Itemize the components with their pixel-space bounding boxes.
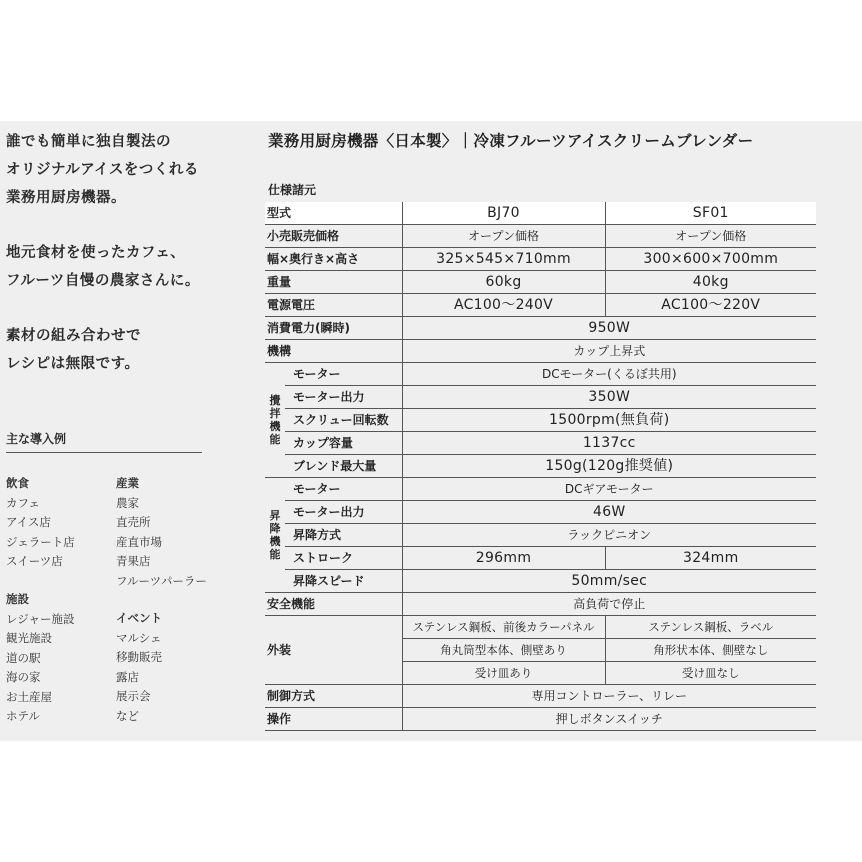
- row-label: 幅×奥行き×高さ: [265, 248, 402, 271]
- examples-divider: [6, 452, 202, 453]
- row-label: 昇降方式: [285, 524, 402, 547]
- list-item: カフェ: [6, 495, 40, 510]
- cell-value: 324mm: [605, 547, 816, 570]
- list-item: 産直市場: [116, 534, 162, 549]
- cell-value: AC100〜240V: [402, 294, 605, 317]
- examples-group-event: [116, 609, 162, 726]
- cell-value: 1500rpm(無負荷): [402, 409, 816, 432]
- row-label: 安全機能: [265, 593, 402, 616]
- cell-value: 325×545×710mm: [402, 248, 605, 271]
- table-row: [265, 225, 816, 248]
- intro-line: 業務用厨房機器。: [6, 190, 126, 206]
- cell-value: 950W: [402, 317, 816, 340]
- row-label: 昇降スピード: [285, 570, 402, 593]
- intro-line: 地元食材を使ったカフェ、: [6, 245, 186, 261]
- list-item: お土産屋: [6, 689, 52, 704]
- table-row: [265, 708, 816, 731]
- page-title: 業務用厨房機器〈日本製〉｜冷凍フルーツアイスクリームブレンダー: [268, 132, 754, 150]
- examples-group-facility: [6, 590, 74, 727]
- table-row: [265, 340, 816, 363]
- cell-value: 150g(120g推奨値): [402, 455, 816, 478]
- list-item: ホテル: [6, 709, 40, 723]
- cell-value: 50mm/sec: [402, 570, 816, 593]
- table-row: [265, 294, 816, 317]
- group-label-stir: [265, 363, 285, 478]
- cell-value: 角丸筒型本体、側壁あり: [402, 639, 605, 662]
- cell-value: 300×600×700mm: [605, 248, 816, 271]
- examples-group-food: [6, 474, 75, 572]
- list-item: など: [116, 708, 139, 723]
- table-row: [265, 432, 816, 455]
- row-label: 重量: [265, 271, 402, 294]
- cell-value: 40kg: [605, 271, 816, 294]
- group-label-text: 攪拌機能: [269, 394, 281, 446]
- cell-value: 専用コントローラー、リレー: [402, 685, 816, 708]
- examples-group-industry: [116, 474, 207, 591]
- list-item: マルシェ: [116, 630, 162, 645]
- cell-value: 60kg: [402, 271, 605, 294]
- list-item: 露店: [116, 669, 139, 684]
- list-item: スイーツ店: [6, 554, 63, 568]
- model-bj70: BJ70: [402, 202, 605, 225]
- row-label: ストローク: [285, 547, 402, 570]
- row-label: 制御方式: [265, 685, 402, 708]
- table-row: [265, 524, 816, 547]
- intro-line: 誰でも簡単に独自製法の: [6, 134, 171, 150]
- list-item: 移動販売: [116, 650, 162, 664]
- cell-value: ステンレス鋼板、ラベル: [605, 616, 816, 639]
- table-row: [265, 455, 816, 478]
- table-row: [265, 271, 816, 294]
- list-item: 青果店: [116, 554, 151, 568]
- group-heading: 飲食: [6, 476, 29, 490]
- list-item: ジェラート店: [6, 534, 75, 549]
- list-item: アイス店: [6, 515, 51, 529]
- cell-value: オープン価格: [605, 225, 816, 248]
- group-heading: 産業: [116, 476, 139, 490]
- list-item: 観光施設: [6, 631, 52, 645]
- group-heading: 施設: [6, 592, 29, 606]
- row-label: 消費電力(瞬時): [265, 317, 402, 340]
- cell-value: 296mm: [402, 547, 605, 570]
- table-row: [265, 593, 816, 616]
- row-label: 外装: [265, 616, 402, 685]
- table-row: [265, 386, 816, 409]
- intro-copy: [6, 128, 226, 378]
- intro-line: フルーツ自慢の農家さんに。: [6, 273, 200, 289]
- table-row: [265, 478, 816, 501]
- cell-value: 高負荷で停止: [402, 593, 816, 616]
- table-row: [265, 248, 816, 271]
- table-row: [265, 547, 816, 570]
- list-item: 農家: [116, 495, 139, 510]
- spec-title: 仕様諸元: [268, 183, 317, 197]
- group-heading: イベント: [116, 611, 162, 625]
- cell-value: 46W: [402, 501, 816, 524]
- group-label-lift: [265, 478, 285, 593]
- cell-value: 受け皿あり: [402, 662, 605, 685]
- list-item: 海の家: [6, 670, 41, 684]
- row-label: 小売販売価格: [265, 225, 402, 248]
- intro-line: 素材の組み合わせで: [6, 328, 141, 344]
- spec-table: [265, 202, 816, 731]
- row-label: カップ容量: [285, 432, 402, 455]
- table-row: [265, 363, 816, 386]
- table-row: [265, 685, 816, 708]
- cell-value: 角形状本体、側壁なし: [605, 639, 816, 662]
- intro-line: レシピは無限です。: [6, 356, 140, 372]
- cell-value: 受け皿なし: [605, 662, 816, 685]
- row-label: 電源電圧: [265, 294, 402, 317]
- row-label: モーター出力: [285, 386, 402, 409]
- row-label: モーター: [285, 363, 402, 386]
- row-label: モーター: [285, 478, 402, 501]
- cell-value: カップ上昇式: [402, 340, 816, 363]
- list-item: 直売所: [116, 515, 151, 529]
- list-item: レジャー施設: [6, 611, 75, 626]
- row-label: 機構: [265, 340, 402, 363]
- table-row: [265, 317, 816, 340]
- cell-value: DCギアモーター: [402, 478, 816, 501]
- cell-value: 押しボタンスイッチ: [402, 708, 816, 731]
- table-row: [265, 501, 816, 524]
- examples-title: 主な導入例: [6, 432, 67, 446]
- model-sf01: SF01: [605, 202, 816, 225]
- cell-value: 350W: [402, 386, 816, 409]
- cell-value: AC100〜220V: [605, 294, 816, 317]
- row-label: モーター出力: [285, 501, 402, 524]
- cell-value: DCモーター(くるぼ共用): [402, 363, 816, 386]
- group-label-text: 昇降機能: [269, 509, 281, 561]
- row-label: 型式: [265, 202, 402, 225]
- row-label: 操作: [265, 708, 402, 731]
- table-row: [265, 616, 816, 639]
- list-item: フルーツパーラー: [116, 573, 207, 588]
- cell-value: ラックピニオン: [402, 524, 816, 547]
- intro-line: オリジナルアイスをつくれる: [6, 162, 199, 178]
- list-item: 道の駅: [6, 650, 41, 665]
- table-row: [265, 202, 816, 225]
- cell-value: オープン価格: [402, 225, 605, 248]
- row-label: スクリュー回転数: [285, 409, 402, 432]
- cell-value: ステンレス鋼板、前後カラーパネル: [402, 616, 605, 639]
- table-row: [265, 570, 816, 593]
- row-label: ブレンド最大量: [285, 455, 402, 478]
- cell-value: 1137cc: [402, 432, 816, 455]
- table-row: [265, 409, 816, 432]
- list-item: 展示会: [116, 689, 151, 703]
